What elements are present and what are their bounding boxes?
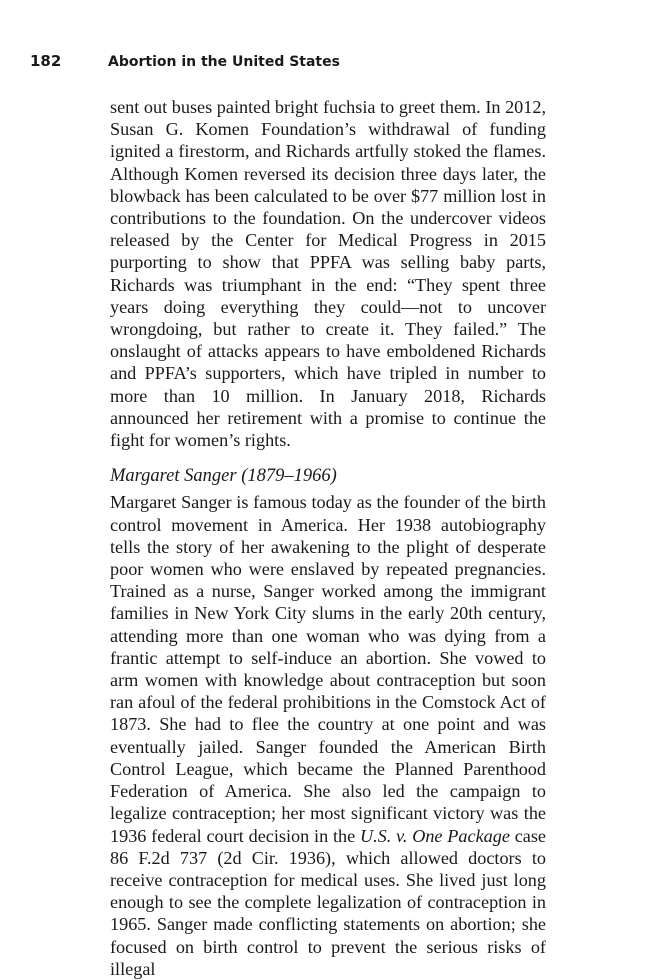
running-header [30,52,340,74]
body-text [110,96,546,980]
page-number: 182 [30,52,62,70]
sanger-text-part-2: case 86 F.2d 737 (2d Cir. 1936), which allowed doctors to receive contraception for medical uses. She lived just long enough to see the complete legalization of contraception in 1965. Sanger made conflicting statements on abortion; she focused on birth control to prevent the serious risks of illegal [110,825,547,979]
section-heading-sanger: Margaret Sanger (1879–1966) [110,466,337,487]
running-title: Abortion in the United States [108,54,340,70]
case-name: U.S. v. One Package [360,825,510,846]
paragraph-sanger [110,491,546,979]
paragraph-richards: sent out buses painted bright fuchsia to greet them. In 2012, Susan G. Komen Foundation’s withdrawal of funding ignited a firestorm, and Richards artfully stoked the flames. Although Komen reversed its decision three days later, the blowback has been calculated to be over $77 million lost in contributions to the foundation. On the undercover videos released by the Center for Medical Progress in 2015 purporting to show that PPFA was selling baby parts, Richards was triumphant in the end: “They spent three years doing everything they could—not to uncover wrongdoing, but rather to create it. They failed.” The onslaught of attacks appears to have emboldened Richards and PPFA’s supporters, which have tripled in number to more than 10 million. In January 2018, Richards announced her retirement with a promise to continue the fight for women’s rights. [110,97,546,451]
sanger-text-part-1: Margaret Sanger is famous today as the founder of the birth control movement in America. Her 1938 autobiography tells the story of her awakening to the plight of desperate poor women who were enslaved by repeated pregnancies. Trained as a nurse, Sanger worked among the immigrant families in New York City slums in the early 20th century, attending more than one woman who was dying from a frantic attempt to self-induce an abortion. She vowed to arm women with knowledge about contraception but soon ran afoul of the federal prohibitions in the Comstock Act of 1873. She had to flee the country at one point and was eventually jailed. Sanger founded the American Birth Control League, which became the Planned Parenthood Federation of America. She also led the campaign to legalize contraception; her most significant victory was the 1936 federal court decision in the [110,492,546,846]
